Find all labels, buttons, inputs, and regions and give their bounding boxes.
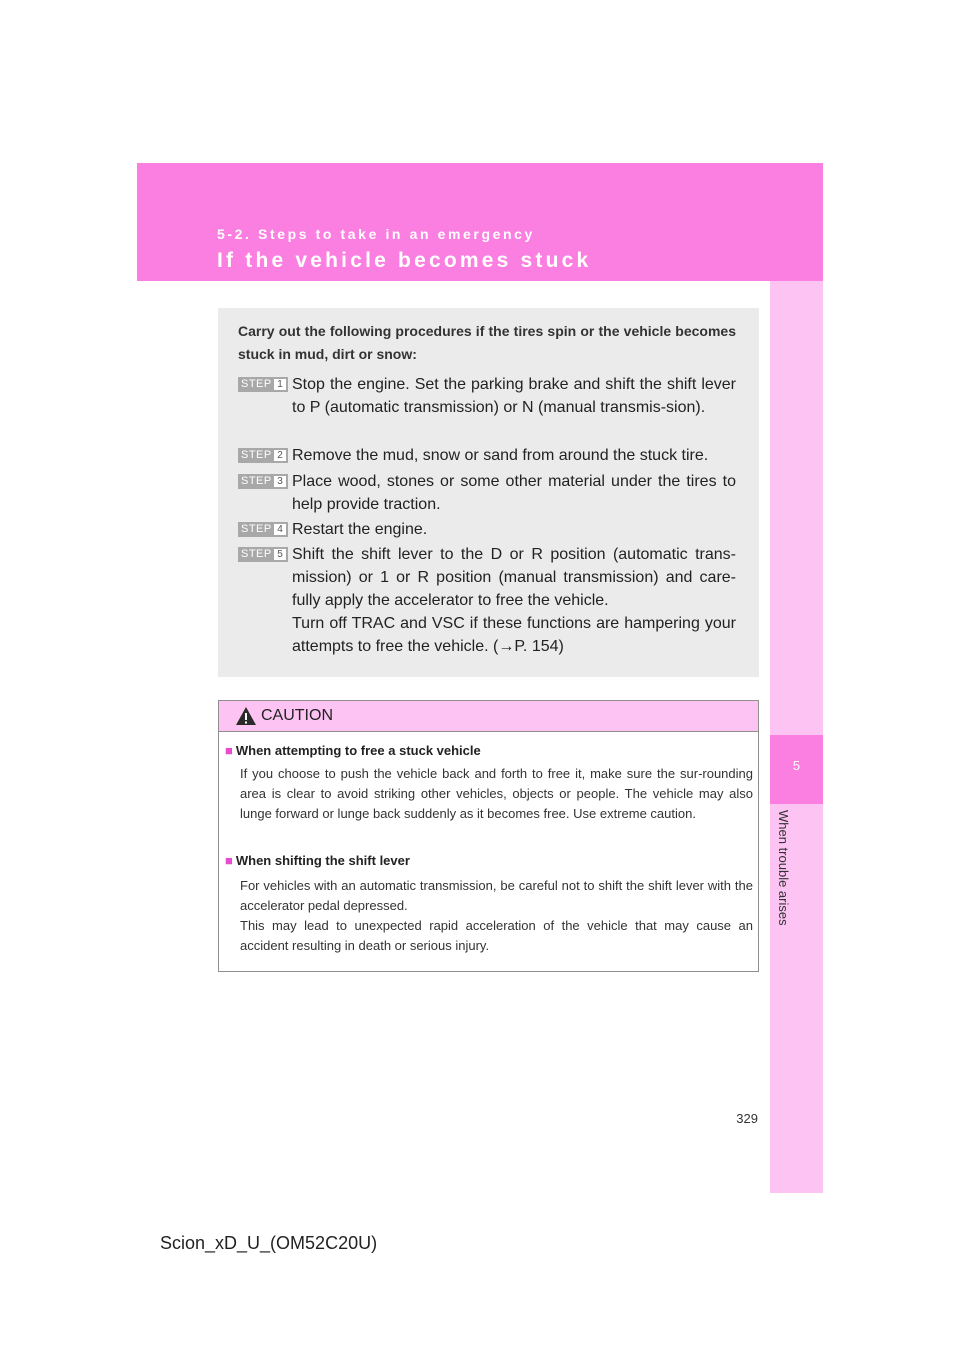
step-badge	[238, 547, 288, 562]
step-badge-number: 1	[273, 378, 287, 391]
step-4	[238, 518, 736, 541]
warning-triangle-icon	[235, 706, 257, 726]
step-badge-label: STEP	[241, 378, 272, 390]
chapter-tab-label: When trouble arises	[776, 810, 791, 926]
section-label: 5-2. Steps to take in an emergency	[217, 226, 535, 242]
caution-header	[219, 701, 758, 732]
document-id: Scion_xD_U_(OM52C20U)	[160, 1233, 378, 1253]
square-bullet-icon: ■	[225, 853, 233, 868]
step-badge-number: 3	[273, 475, 287, 488]
step-badge-label: STEP	[241, 523, 272, 535]
step-badge-number: 5	[273, 548, 287, 561]
page-title: If the vehicle becomes stuck	[217, 249, 592, 272]
caution-body: For vehicles with an automatic transmission, be careful not to shift the shift lever with the accelerator pedal depressed.	[240, 878, 753, 913]
step-badge	[238, 448, 288, 463]
caution-heading	[225, 743, 481, 758]
step-5	[238, 543, 736, 658]
caution-heading-text: When shifting the shift lever	[235, 853, 410, 868]
page-number: 329	[736, 1111, 758, 1126]
caution-box	[218, 700, 759, 972]
step-note: Turn off TRAC and VSC if these functions are hampering your attempts to free the vehicle. (→P. 154)	[292, 615, 736, 655]
step-text: Stop the engine. Set the parking brake and shift the shift lever to P (automatic transmission) or N (manual transmis-sion).	[292, 376, 736, 416]
step-text: Remove the mud, snow or sand from around the stuck tire.	[292, 447, 709, 464]
step-badge-number: 2	[273, 449, 287, 462]
step-text: Place wood, stones or some other material under the tires to help provide traction.	[292, 473, 736, 513]
square-bullet-icon: ■	[225, 743, 233, 758]
caution-body: This may lead to unexpected rapid acceleration of the vehicle that may cause an accident resulting in death or serious injury.	[240, 918, 753, 953]
step-badge	[238, 522, 288, 537]
step-badge-label: STEP	[241, 548, 272, 560]
caution-heading-text: When attempting to free a stuck vehicle	[235, 743, 481, 758]
caution-body: If you choose to push the vehicle back and forth to free it, make sure the sur-rounding area is clear to avoid striking other vehicles, objects or people. The vehicle may also lunge forward or lunge back suddenly as it becomes free. Use extreme caution.	[240, 766, 753, 821]
step-1	[238, 373, 736, 419]
step-text: Restart the engine.	[292, 521, 428, 538]
step-text: Shift the shift lever to the D or R position (automatic trans-mission) or 1 or R position (manual transmission) and care-fully apply the accelerator to free the vehicle.	[292, 546, 736, 609]
step-badge-label: STEP	[241, 475, 272, 487]
caution-label: CAUTION	[261, 707, 333, 724]
chapter-tab-number: 5	[792, 758, 801, 773]
step-badge	[238, 474, 288, 489]
step-badge	[238, 377, 288, 392]
procedure-intro: Carry out the following procedures if the tires spin or the vehicle becomes stuck in mud, dirt or snow:	[238, 323, 736, 362]
step-badge-number: 4	[273, 523, 287, 536]
step-badge-label: STEP	[241, 449, 272, 461]
caution-heading	[225, 853, 410, 868]
step-3	[238, 470, 736, 516]
step-2	[238, 444, 736, 467]
